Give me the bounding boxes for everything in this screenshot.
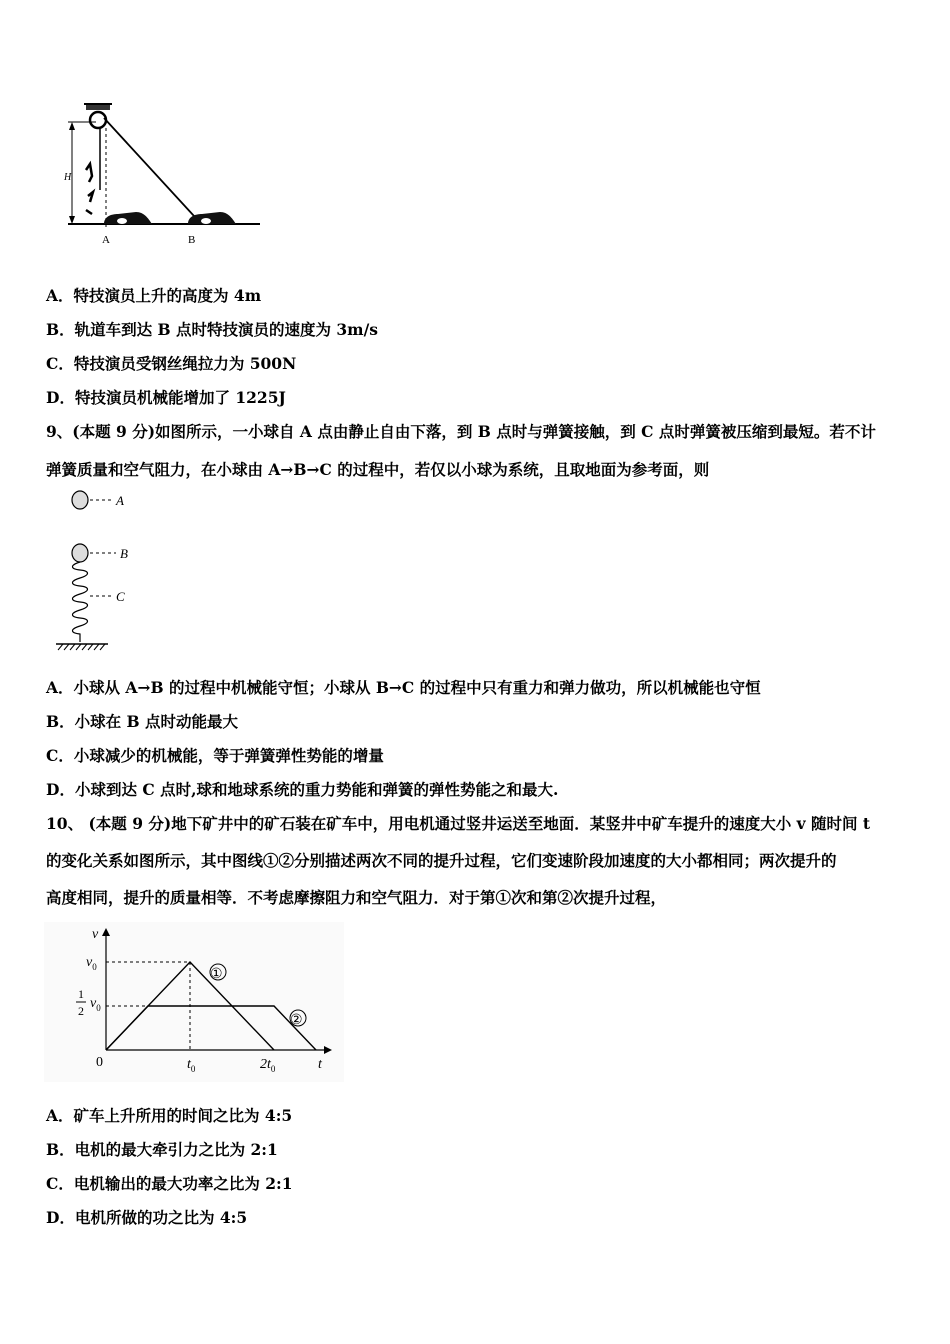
ball-spring-figure: [52, 486, 152, 656]
q10-option-a: A．矿车上升所用的时间之比为 4:5: [46, 1106, 293, 1125]
q9-stem-line1: 9、(本题 9 分)如图所示，一小球自 A 点由静止自由下落，到 B 点时与弹簧接触，到 C 点时弹簧被压缩到最短。若不计: [46, 422, 876, 441]
q10-option-b: B．电机的最大牵引力之比为 2:1: [46, 1140, 278, 1159]
origin-label: 0: [96, 1055, 103, 1070]
q10-stem-line3: 高度相同，提升的质量相等．不考虑摩擦阻力和空气阻力．对于第①次和第②次提升过程，: [46, 888, 667, 907]
q10-stem-line1: 10、 (本题 9 分)地下矿井中的矿石装在矿车中，用电机通过竖井运送至地面．某竖井中矿车提升的速度大小 v 随时间 t: [46, 814, 871, 833]
q9-option-d: D．小球到达 C 点时,球和地球系统的重力势能和弹簧的弹性势能之和最大.: [46, 780, 559, 799]
ball-at-A: [72, 491, 88, 509]
fig9-label-A: A: [116, 493, 124, 508]
q8-option-a: A．特技演员上升的高度为 4m: [46, 286, 262, 305]
y-tick-half-v0: $v_0$: [90, 996, 101, 1013]
height-arrow-top: [69, 122, 75, 130]
fig8-label-B: B: [188, 234, 196, 246]
y-tick-half-num: 1: [78, 987, 84, 1001]
fig8-label-A: A: [102, 234, 110, 246]
q8-option-d: D．特技演员机械能增加了 1225J: [46, 388, 286, 407]
fig9-label-C: C: [116, 589, 125, 604]
q10-option-c: C．电机输出的最大功率之比为 2:1: [46, 1174, 293, 1193]
q9-stem-line2: 弹簧质量和空气阻力，在小球由 A→B→C 的过程中，若仅以小球为系统，且取地面为参考面，则: [46, 460, 710, 479]
x-tick-t0: $t_0$: [187, 1057, 196, 1074]
series-1-label: ①: [210, 967, 223, 982]
q8-option-c: C．特技演员受钢丝绳拉力为 500N: [46, 354, 297, 373]
q9-option-b: B．小球在 B 点时动能最大: [46, 712, 239, 731]
y-axis-label: v: [92, 927, 99, 942]
performer-figure: [86, 164, 93, 214]
car-A: [104, 212, 152, 224]
x-axis-label: t: [318, 1057, 322, 1072]
q9-option-a: A．小球从 A→B 的过程中机械能守恒；小球从 B→C 的过程中只有重力和弹力做功，所以机械能也守恒: [46, 678, 761, 697]
y-tick-half-den: 2: [78, 1004, 84, 1018]
pulley-track-figure: [60, 100, 270, 250]
fig8-label-H: H: [64, 172, 72, 183]
pulley: [90, 112, 106, 128]
fig9-ground-hatch: [58, 644, 105, 650]
q10-stem-line2: 的变化关系如图所示，其中图线①②分别描述两次不同的提升过程，它们变速阶段加速度的大小都相同；两次提升的: [46, 851, 837, 870]
velocity-time-chart: [44, 922, 344, 1082]
fig9-label-B: B: [120, 546, 128, 561]
spring: [73, 562, 88, 642]
ball-at-B: [72, 544, 88, 562]
series-2-label: ②: [290, 1013, 303, 1028]
rope-diagonal: [104, 118, 194, 216]
car-B: [188, 212, 236, 224]
q9-option-c: C．小球减少的机械能，等于弹簧弹性势能的增量: [46, 746, 384, 765]
q8-option-b: B．轨道车到达 B 点时特技演员的速度为 3m/s: [46, 320, 378, 339]
x-tick-2t0: $2t_0$: [260, 1057, 276, 1074]
height-arrow-bottom: [69, 216, 75, 224]
q10-option-d: D．电机所做的功之比为 4:5: [46, 1208, 248, 1227]
y-tick-v0: $v_0$: [86, 955, 97, 972]
